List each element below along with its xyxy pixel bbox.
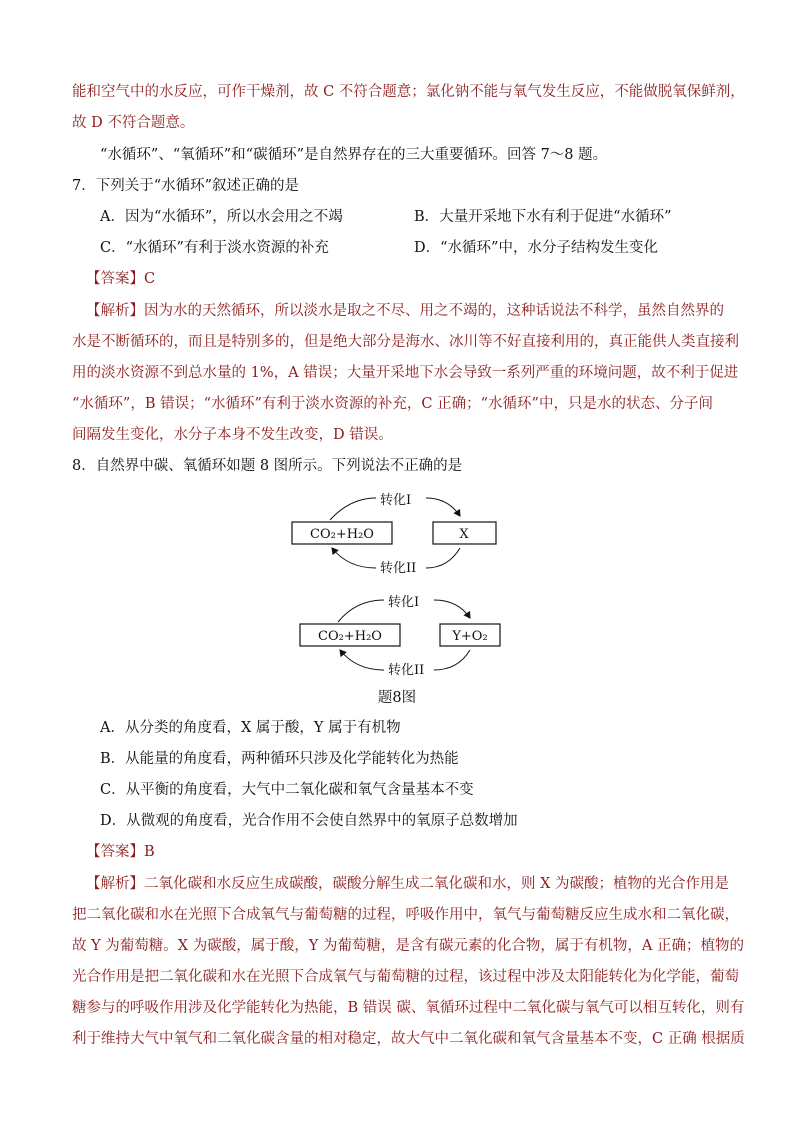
- top-arc-upper-left: [330, 498, 376, 520]
- q8-option-d: D．从微观的角度看，光合作用不会使自然界中的氧原子总数增加: [100, 813, 518, 829]
- top-arrow-upper: [426, 498, 460, 516]
- cycle-diagram-svg: [280, 492, 520, 702]
- q7-option-c: C．“水循环”有利于淡水资源的补充: [100, 240, 329, 256]
- q8-stem: 8．自然界中碳、氧循环如题 8 图所示。下列说法不正确的是: [72, 458, 463, 474]
- bottom-arc-upper-left: [338, 600, 384, 622]
- q7-option-d: D．“水循环”中，水分子结构发生变化: [414, 240, 658, 256]
- q7-answer-value: C: [144, 271, 156, 287]
- q7-analysis-line-3: 用的淡水资源不到总水量的 1%，A 错误；大量开采地下水会导致一系列严重的环境问题，故不利于促进: [72, 365, 739, 381]
- q7-option-a: A．因为“水循环”，所以水会用之不竭: [100, 209, 343, 225]
- q7-analysis-text-1: 因为水的天然循环，所以淡水是取之不尽、用之不竭的，这种话说法不科学，虽然自然界的: [144, 303, 724, 319]
- diagram-caption: 题8图: [377, 690, 417, 706]
- q7-answer-label: 【答案】: [86, 271, 144, 287]
- prev-analysis-line-2: 故 D 不符合题意。: [72, 115, 195, 131]
- q8-analysis-line-4: 光合作用是把二氧化碳和水在光照下合成氧气与葡萄糖的过程，该过程中涉及太阳能转化为化学能，葡萄: [72, 969, 739, 985]
- q8-option-b: B．从能量的角度看，两种循环只涉及化学能转化为热能: [100, 751, 459, 767]
- bottom-arrow-upper: [434, 600, 470, 618]
- q8-option-a: A．从分类的角度看，X 属于酸，Y 属于有机物: [100, 720, 401, 736]
- bottom-transform-1-label: 转化I: [388, 595, 420, 610]
- q7-analysis-line-1: [86, 301, 722, 321]
- q7-answer: [86, 269, 722, 289]
- q8-answer-label: 【答案】: [86, 844, 144, 860]
- q7-option-b: B．大量开采地下水有利于促进“水循环”: [414, 209, 672, 225]
- q8-analysis-label: 【解析】: [86, 876, 144, 892]
- top-arc-lower-right: [426, 548, 460, 568]
- bottom-arc-lower-right: [434, 650, 470, 670]
- q7-stem: 7．下列关于“水循环”叙述正确的是: [72, 178, 300, 194]
- q8-analysis-line-1: [86, 874, 730, 894]
- q7-analysis-line-2: 水是不断循环的，而且是特别多的，但是绝大部分是海水、冰川等不好直接利用的，真正能供人类直接利: [72, 334, 739, 350]
- q8-analysis-line-2: 把二氧化碳和水在光照下合成氧气与葡萄糖的过程，呼吸作用中，氧气与葡萄糖反应生成水和二氧化碳，: [72, 907, 739, 923]
- q8-analysis-line-6: 利于维持大气中氧气和二氧化碳含量的相对稳定，故大气中二氧化碳和氧气含量基本不变，C 正确 根据质: [72, 1031, 745, 1047]
- section-intro: “水循环”、“氧循环”和“碳循环”是自然界存在的三大重要循环。回答 7～8 题。: [100, 147, 608, 163]
- top-transform-1-label: 转化I: [380, 493, 412, 508]
- q8-option-c: C．从平衡的角度看，大气中二氧化碳和氧气含量基本不变: [100, 782, 474, 798]
- top-left-box-label: CO₂+H₂O: [310, 527, 374, 542]
- top-transform-2-label: 转化II: [380, 561, 417, 576]
- q8-analysis-line-3: 故 Y 为葡萄糖。X 为碳酸，属于酸，Y 为葡萄糖，是含有碳元素的化合物，属于有机物，A 正确；植物的: [72, 938, 744, 954]
- bottom-left-box-label: CO₂+H₂O: [318, 629, 382, 644]
- q8-analysis-text-1: 二氧化碳和水反应生成碳酸，碳酸分解生成二氧化碳和水，则 X 为碳酸；植物的光合作用是: [144, 876, 730, 892]
- bottom-right-box-label: Y+O₂: [452, 629, 488, 644]
- q8-analysis-line-5: 糖参与的呼吸作用涉及化学能转化为热能，B 错误 碳、氧循环过程中二氧化碳与氧气可以相互转化，则有: [72, 1000, 745, 1016]
- prev-analysis-line-1: 能和空气中的水反应，可作干燥剂，故 C 不符合题意；氯化钠不能与氧气发生反应，不能做脱氧保鲜剂，: [72, 84, 745, 100]
- q8-answer: [86, 842, 722, 862]
- bottom-arrow-lower: [340, 650, 384, 670]
- q7-analysis-label: 【解析】: [86, 303, 144, 319]
- carbon-oxygen-cycle-diagram: [280, 492, 520, 702]
- top-arrow-lower: [332, 548, 376, 568]
- top-right-box-label: X: [459, 527, 469, 542]
- q7-analysis-line-4: “水循环”，B 错误；“水循环”有利于淡水资源的补充，C 正确；“水循环”中，只是水的状态、分子间: [72, 396, 713, 412]
- bottom-transform-2-label: 转化II: [388, 663, 425, 678]
- q8-answer-value: B: [144, 844, 155, 860]
- q7-analysis-line-5: 间隔发生变化，水分子本身不发生改变，D 错误。: [72, 427, 393, 443]
